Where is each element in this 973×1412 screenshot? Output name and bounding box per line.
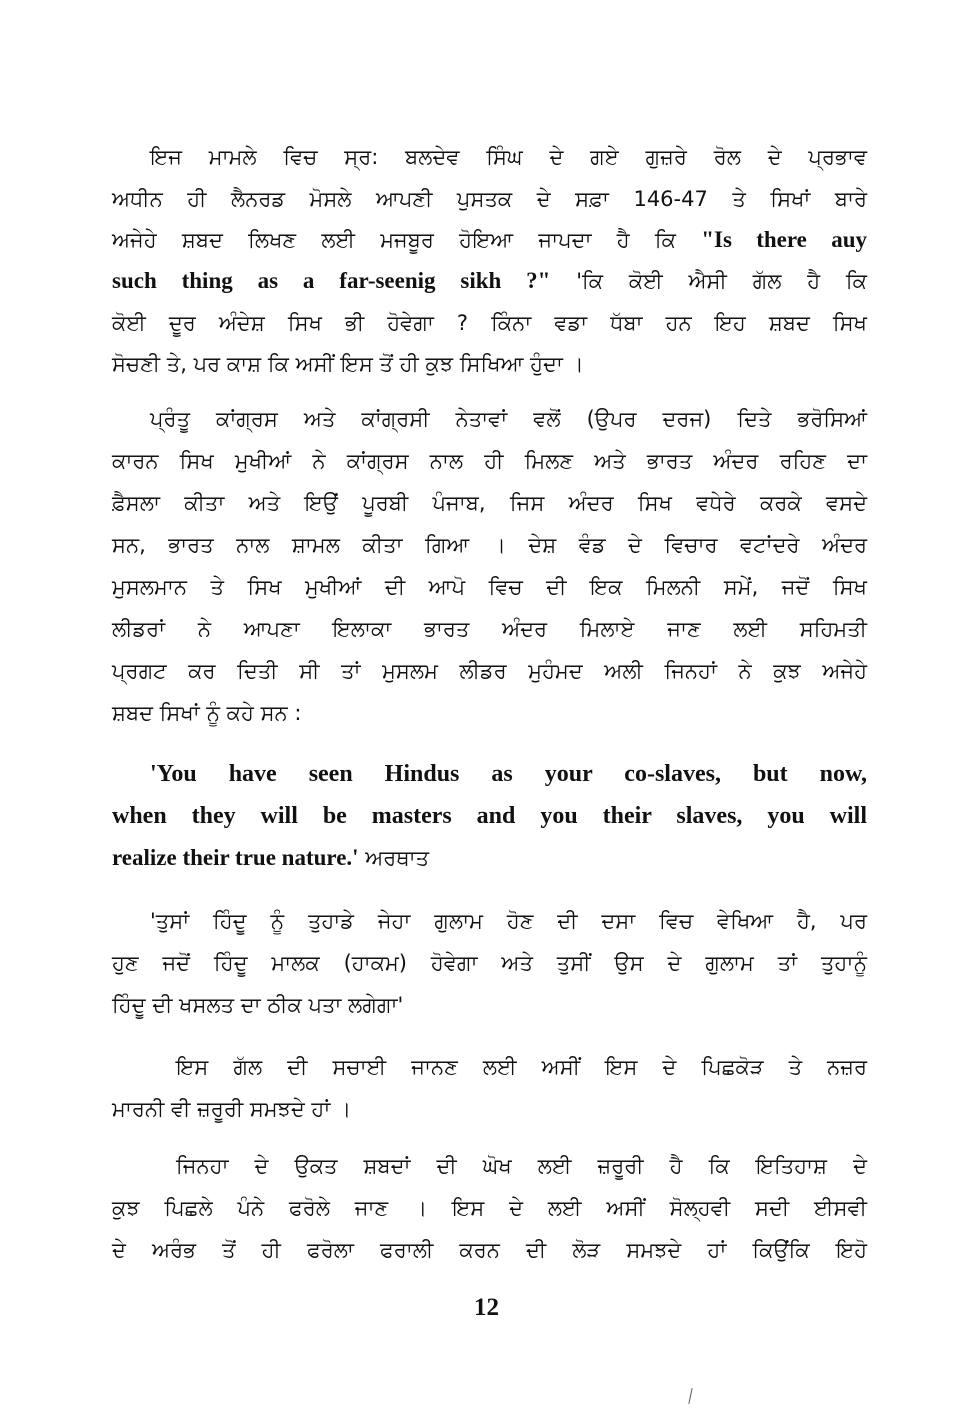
- text-line: ਇਸ ਗੱਲ ਦੀ ਸਚਾਈ ਜਾਨਣ ਲਈ ਅਸੀਂ ਇਸ ਦੇ ਪਿਛਕੋੜ ਤੇ ਨਜ਼ਰ: [176, 1055, 867, 1079]
- text-line: ਪ੍ਰੰਤੂ ਕਾਂਗ੍ਰਸ ਅਤੇ ਕਾਂਗ੍ਰਸੀ ਨੇਤਾਵਾਂ ਵਲੋਂ (ਉਪਰ ਦਰਜ) ਦਿਤੇ ਭਰੋਸਿਆਂ: [150, 407, 867, 431]
- text-line: ਕੁਝ ਪਿਛਲੇ ਪੰਨੇ ਫਰੋਲੇ ਜਾਣ । ਇਸ ਦੇ ਲਈ ਅਸੀਂ ਸੋਲ੍ਹਵੀ ਸਦੀ ਈਸਵੀ: [112, 1196, 867, 1220]
- english-segment: realize their true nature.': [112, 845, 359, 870]
- page-number: 12: [474, 1294, 499, 1321]
- text-line: ਫ਼ੈਸਲਾ ਕੀਤਾ ਅਤੇ ਇਉਂ ਪੂਰਬੀ ਪੰਜਾਬ, ਜਿਸ ਅੰਦਰ ਸਿਖ ਵਧੇਰੇ ਕਰਕੇ ਵਸਦੇ: [112, 491, 867, 515]
- quote-line: when they will be masters and you their slaves, you will: [112, 803, 867, 829]
- punjabi-segment: 'ਕਿ ਕੋਈ ਐਸੀ ਗੱਲ ਹੈ ਕਿ: [576, 269, 867, 293]
- text-line: ਸ਼ਬਦ ਸਿਖਾਂ ਨੂੰ ਕਹੇ ਸਨ :: [112, 701, 302, 725]
- text-line: ਕੋਈ ਦੂਰ ਅੰਦੇਸ਼ ਸਿਖ ਭੀ ਹੋਵੇਗਾ ? ਕਿੰਨਾ ਵਡਾ ਧੱਬਾ ਹਨ ਇਹ ਸ਼ਬਦ ਸਿਖ: [112, 311, 867, 335]
- text-line: 'ਤੁਸਾਂ ਹਿੰਦੂ ਨੂੰ ਤੁਹਾਡੇ ਜੇਹਾ ਗੁਲਾਮ ਹੋਣ ਦੀ ਦਸਾ ਵਿਚ ਵੇਖਿਆ ਹੈ, ਪਰ: [150, 909, 867, 933]
- scan-mark: [688, 1388, 692, 1404]
- text-line: ਸਨ, ਭਾਰਤ ਨਾਲ ਸ਼ਾਮਲ ਕੀਤਾ ਗਿਆ । ਦੇਸ਼ ਵੰਡ ਦੇ ਵਿਚਾਰ ਵਟਾਂਦਰੇ ਅੰਦਰ: [112, 533, 867, 557]
- text-line: ਦੇ ਅਰੰਭ ਤੋਂ ਹੀ ਫਰੋਲਾ ਫਰਾਲੀ ਕਰਨ ਦੀ ਲੋੜ ਸਮਝਦੇ ਹਾਂ ਕਿਉਂਕਿ ਇਹੋ: [112, 1238, 867, 1262]
- text-line-mixed: [112, 220, 867, 260]
- punjabi-segment: ਅਜੇਹੇ ਸ਼ਬਦ ਲਿਖਣ ਲਈ ਮਜਬੂਰ ਹੋਇਆ ਜਾਪਦਾ ਹੈ ਕਿ: [112, 228, 676, 252]
- quote-line: 'You have seen Hindus as your co-slaves, but now,: [150, 761, 867, 787]
- quote-line-mixed: [112, 838, 867, 878]
- text-line: ਜਿਨਹਾ ਦੇ ਉਕਤ ਸ਼ਬਦਾਂ ਦੀ ਘੋਖ ਲਈ ਜ਼ਰੂਰੀ ਹੈ ਕਿ ਇਤਿਹਾਸ਼ ਦੇ: [176, 1154, 867, 1178]
- text-line: ਪ੍ਰਗਟ ਕਰ ਦਿਤੀ ਸੀ ਤਾਂ ਮੁਸਲਮ ਲੀਡਰ ਮੁਹੰਮਦ ਅਲੀ ਜਿਨਹਾਂ ਨੇ ਕੁਝ ਅਜੇਹੇ: [112, 659, 867, 683]
- text-line-mixed: [112, 261, 867, 301]
- text-line: ਅਧੀਨ ਹੀ ਲੈਨਰਡ ਮੋਸਲੇ ਆਪਣੀ ਪੁਸਤਕ ਦੇ ਸਫ਼ਾ 146-47 ਤੇ ਸਿਖਾਂ ਬਾਰੇ: [112, 187, 867, 211]
- text-line: ਹੁਣ ਜਦੋਂ ਹਿੰਦੂ ਮਾਲਕ (ਹਾਕਮ) ਹੋਵੇਗਾ ਅਤੇ ਤੁਸੀਂ ਉਸ ਦੇ ਗੁਲਾਮ ਤਾਂ ਤੁਹਾਨੂੰ: [112, 951, 867, 975]
- text-line: ਸੋਚਣੀ ਤੇ, ਪਰ ਕਾਸ਼ ਕਿ ਅਸੀਂ ਇਸ ਤੋਂ ਹੀ ਕੁਝ ਸਿਖਿਆ ਹੁੰਦਾ ।: [112, 352, 584, 376]
- text-line: ਮੁਸਲਮਾਨ ਤੇ ਸਿਖ ਮੁਖੀਆਂ ਦੀ ਆਪੋ ਵਿਚ ਦੀ ਇਕ ਮਿਲਨੀ ਸਮੇਂ, ਜਦੋਂ ਸਿਖ: [112, 575, 867, 599]
- text-line: ਕਾਰਨ ਸਿਖ ਮੁਖੀਆਂ ਨੇ ਕਾਂਗ੍ਰਸ ਨਾਲ ਹੀ ਮਿਲਣ ਅਤੇ ਭਾਰਤ ਅੰਦਰ ਰਹਿਣ ਦਾ: [112, 449, 867, 473]
- punjabi-segment: ਅਰਥਾਤ: [365, 846, 430, 870]
- english-segment: "Is there auy: [701, 227, 868, 252]
- text-line: ਮਾਰਨੀ ਵੀ ਜ਼ਰੂਰੀ ਸਮਝਦੇ ਹਾਂ ।: [112, 1097, 352, 1121]
- english-segment: such thing as a far-seenig sikh ?": [112, 268, 551, 293]
- text-line: ਲੀਡਰਾਂ ਨੇ ਆਪਣਾ ਇਲਾਕਾ ਭਾਰਤ ਅੰਦਰ ਮਿਲਾਏ ਜਾਣ ਲਈ ਸਹਿਮਤੀ: [112, 617, 867, 641]
- text-line: ਹਿੰਦੂ ਦੀ ਖਸਲਤ ਦਾ ਠੀਕ ਪਤਾ ਲਗੇਗਾ': [112, 993, 404, 1017]
- text-line: ਇਜ ਮਾਮਲੇ ਵਿਚ ਸ੍ਰ: ਬਲਦੇਵ ਸਿੰਘ ਦੇ ਗਏ ਗੁਜ਼ਰੇ ਰੋਲ ਦੇ ਪ੍ਰਭਾਵ: [150, 145, 867, 169]
